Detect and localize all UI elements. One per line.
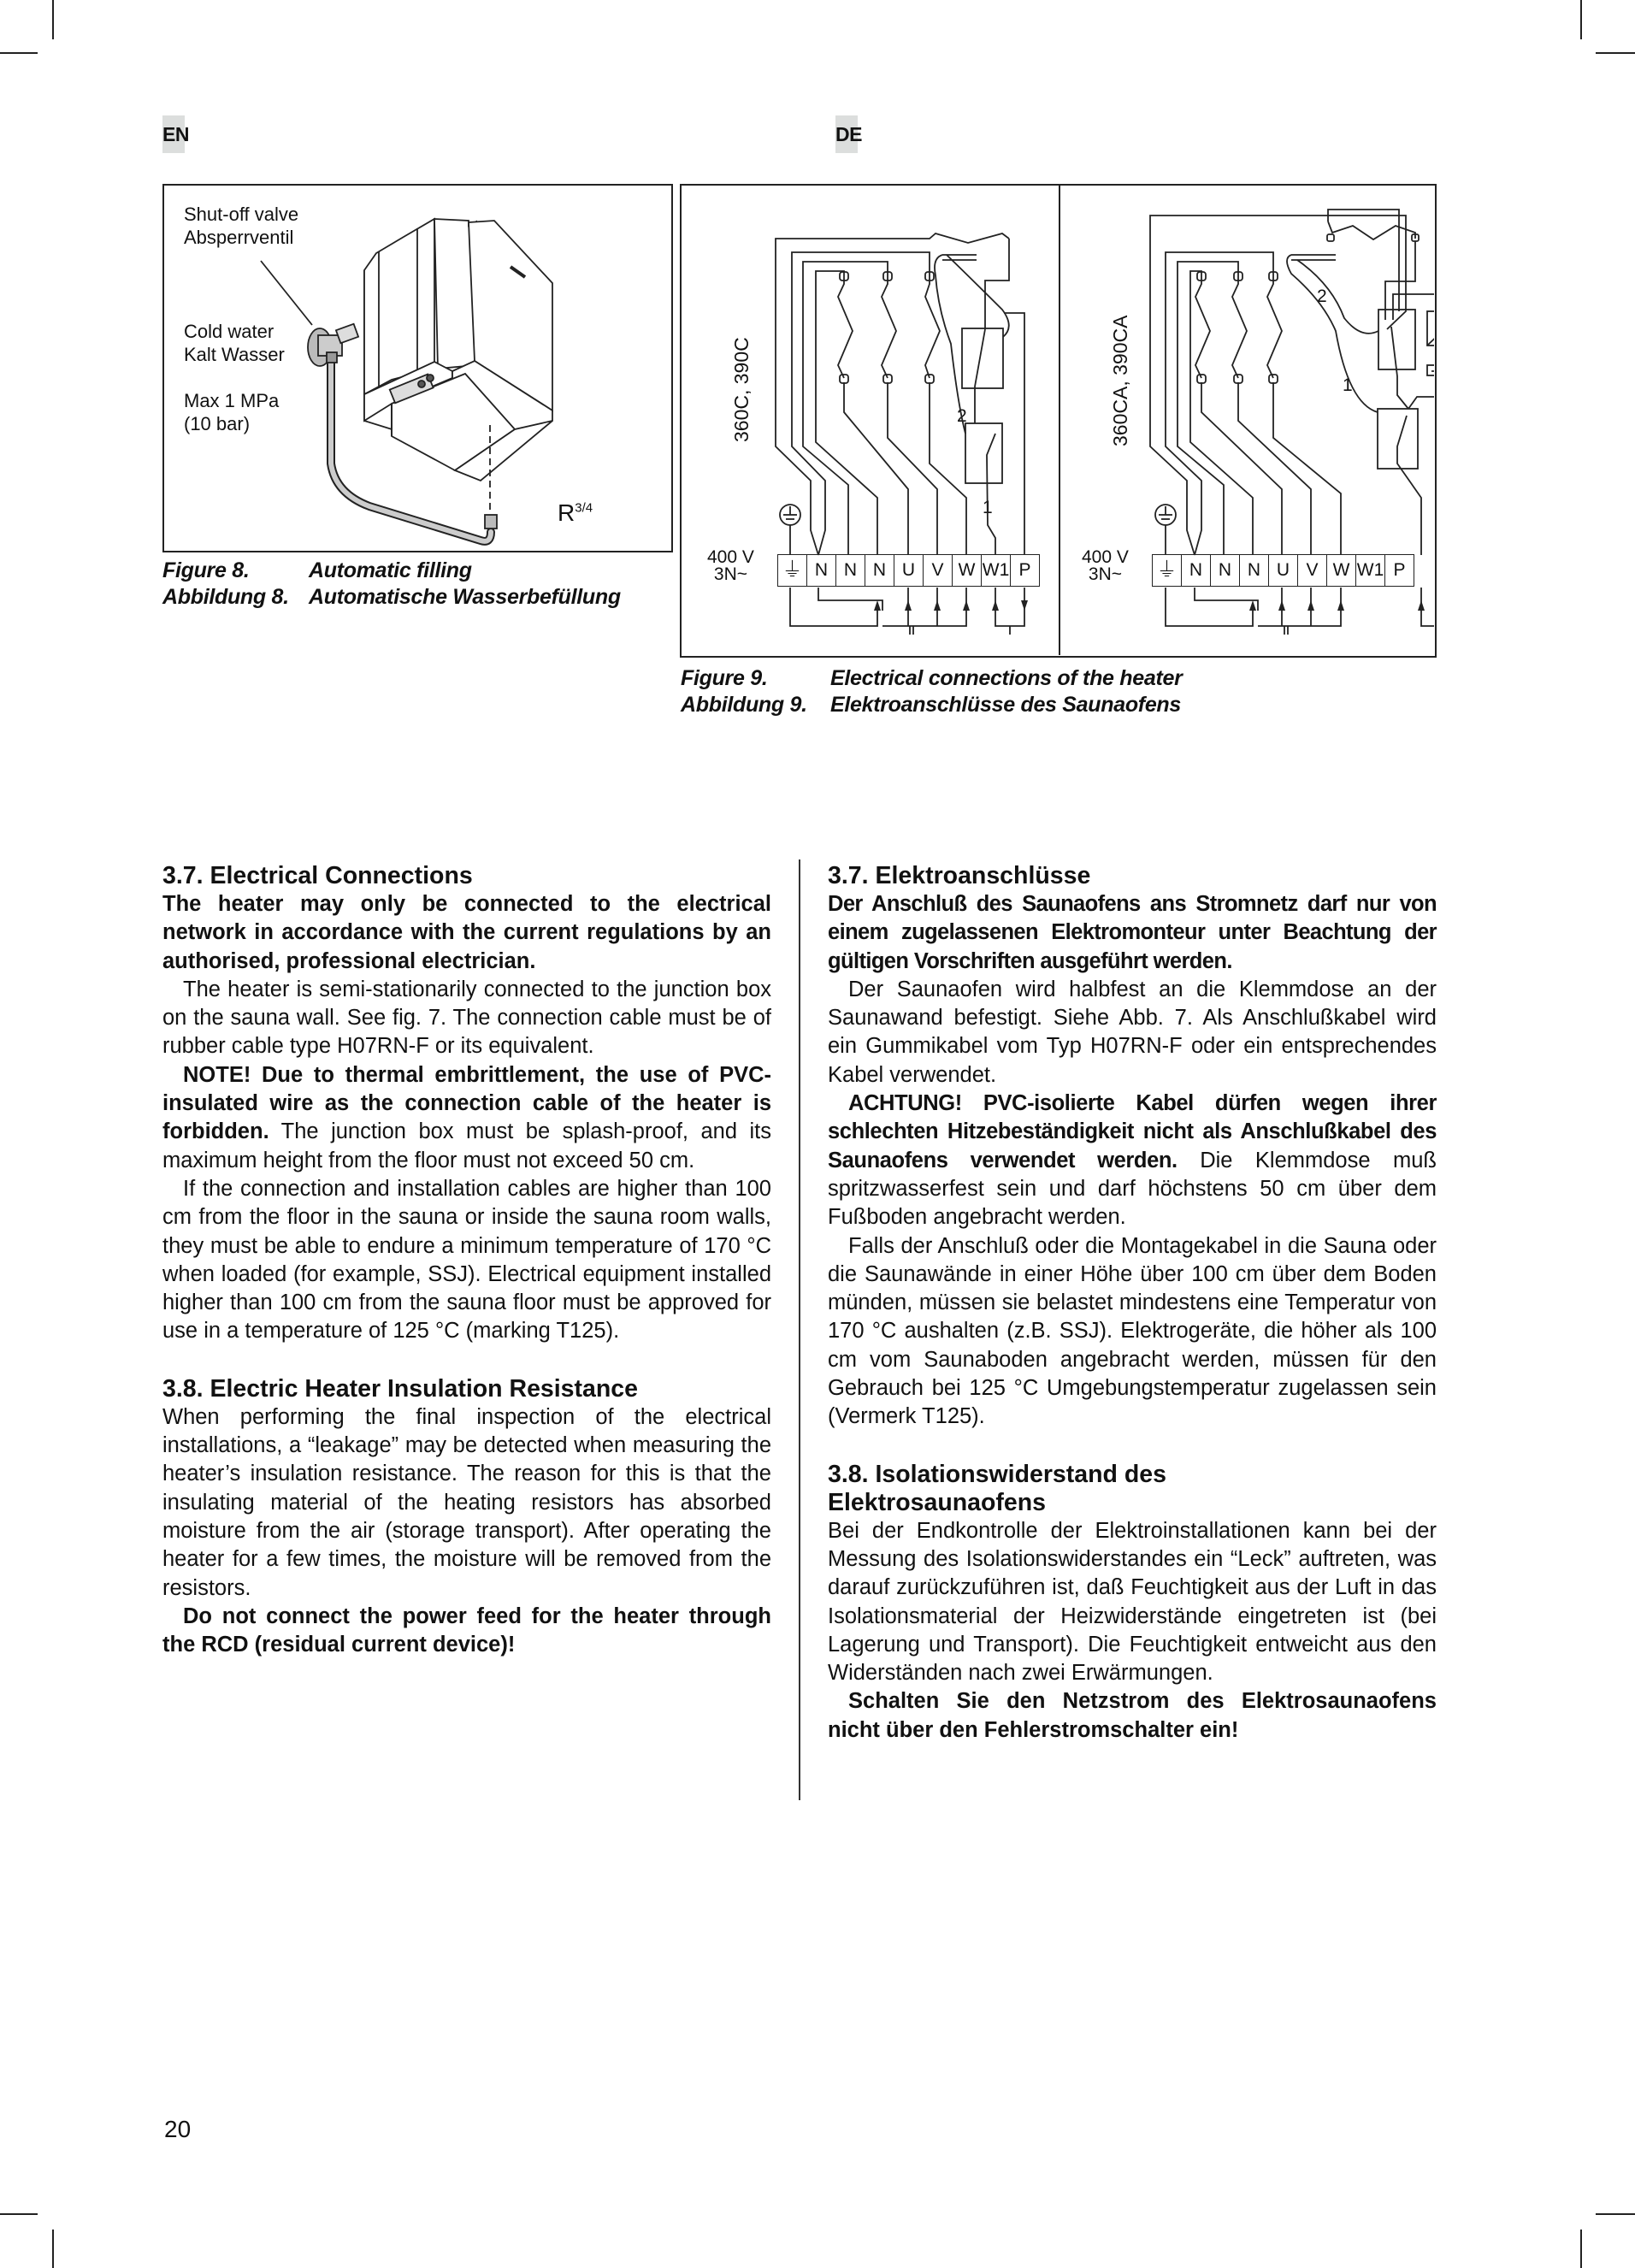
figure-9-left-supply-label: 400 V 3N~ — [707, 547, 754, 584]
figure-8-label-pressure: Max 1 MPa (10 bar) — [184, 390, 280, 434]
section-3-7-paragraph-2-de: Der Saunaofen wird halbfest an die Klemmdose an der Saunawand befestigt. Siehe Abb. 7. Als Anschlußkabel wird ein Gummikabel vom Typ H07RN-F oder ein entsprechendes Kabel verwendet. — [828, 977, 1437, 1087]
switch-label-1-left: 1 — [983, 498, 993, 517]
terminal-p: P — [1018, 560, 1031, 580]
section-3-8-warning-en: Do not connect the power feed for the heater through the RCD (residual current device)! — [162, 1604, 771, 1657]
crop-mark-top-left-v — [52, 0, 54, 39]
figure-9-right-supply-label: 400 V 3N~ — [1082, 547, 1129, 584]
figure-8-caption: Figure 8. Automatic filling Abbildung 8. Automatische Wasserbefüllung — [162, 558, 621, 609]
terminal-w1: W1 — [982, 555, 1011, 586]
figure-8-thread-label: $R^{3/4}$ — [558, 499, 593, 526]
crop-mark-bottom-right-h — [1596, 2213, 1635, 2215]
section-3-8-heading-de: 3.8. Isolationswiderstand des Elektrosaunaofens — [828, 1460, 1166, 1516]
section-3-7-note-en: NOTE! Due to thermal embrittlement, the use of PVC-insulated wire as the connection cable of the heater is forbidden. The junction box must be splash-proof, and its maximum height from the floor must not exceed 50 cm. — [162, 1062, 771, 1172]
terminal-v: V — [924, 555, 953, 586]
figure-9-frame — [680, 184, 1437, 658]
crop-mark-top-right-h — [1596, 52, 1635, 54]
section-3-7-paragraph-4-en: If the connection and installation cables are higher than 100 cm from the floor in the sauna or inside the sauna room walls, they must be able to endure a minimum temperature of 170 °C when loaded (for example, SSJ). Electrical equipment installed higher than 100 cm from the sauna floor must be approved for use in a temperature of 125 °C (marking T125). — [162, 1176, 771, 1344]
terminal-w: W — [1327, 555, 1356, 586]
crop-mark-bottom-left-h — [0, 2213, 38, 2215]
section-3-7-warning-en: The heater may only be connected to the electrical network in accordance with the current regulations by an authorised, professional electrician. — [162, 892, 771, 973]
wiring-diagram-lines — [682, 186, 1434, 655]
section-3-7-paragraph-4-de: Falls der Anschluß oder die Montagekabel in die Sauna oder die Saunawände in einer Höhe über 100 cm über dem Boden münden, müssen sie belastet mindestens eine Temperatur von 170 °C aushalten (z.B. SSJ). Elektrogeräte, die höher als 100 cm vom Saunaboden angebracht werden, müssen für den Gebrauch bei 125 °C Umgebungstemperatur zugelassen sein (Vermerk T125). — [828, 1233, 1437, 1429]
terminal-n3: N — [865, 555, 894, 586]
page-number: 20 — [164, 2116, 192, 2142]
section-3-8-paragraph-1-en: When performing the final inspection of the electrical installations, a “leakage” may be detected when measuring the heater’s insulation resistance. The reason for this is that the insulating material of the heating resistors has absorbed moisture from the air (storage transport). After operating the heater for a few times, the moisture will be removed from the resistors. — [162, 1404, 771, 1600]
section-3-7-paragraph-2-en: The heater is semi-stationarily connected to the junction box on the sauna wall. See fig. 7. The connection cable must be of rubber cable type H07RN-F or its equivalent. — [162, 977, 771, 1059]
terminal-w1: W1 — [1356, 555, 1385, 586]
switch-label-2-left: 2 — [957, 406, 967, 426]
section-3-8-paragraph-1-de: Bei der Endkontrolle der Elektroinstallationen kann bei der Messung des Isolationswiderstandes ein “Leck” auftreten, was darauf zurückzuführen ist, daß Feuchtigkeit aus der Luft in das Isolationsmaterial der Heizwiderstände eingetreten ist (bei Lagerung und Transport). Die Feuchtigkeit entweicht aus den Widerständen nach zwei Erwärmungen. — [828, 1518, 1437, 1686]
terminal-n2: N — [1211, 555, 1240, 586]
terminal-n1: N — [1182, 555, 1211, 586]
section-3-7-heading-en: 3.7. Electrical Connections — [162, 862, 473, 889]
figure-8-frame — [162, 184, 673, 552]
crop-mark-top-right-v — [1580, 0, 1582, 39]
terminal-n1: N — [807, 555, 836, 586]
switch-label-1-right: 1 — [1343, 375, 1353, 395]
terminal-n3: N — [1240, 555, 1269, 586]
terminal-ground: ⏚ — [778, 555, 807, 586]
section-3-8-warning-de: Schalten Sie den Netzstrom des Elektrosaunaofens nicht über den Fehlerstromschalter ein! — [828, 1689, 1437, 1742]
german-column — [828, 862, 1437, 1745]
column-divider — [799, 859, 800, 1800]
heater-with-water-inlet-illustration — [164, 186, 670, 550]
section-3-8-heading-en: 3.8. Electric Heater Insulation Resistance — [162, 1374, 638, 1403]
language-tag-en: EN — [162, 115, 185, 153]
section-3-7-heading-de: 3.7. Elektroanschlüsse — [828, 862, 1091, 889]
section-3-7-warning-de: Der Anschluß des Saunaofens ans Stromnetz darf nur von einem zugelassenen Elektromonteur unter Beachtung der gültigen Vorschriften ausgeführt werden. — [828, 892, 1437, 973]
terminal-ground: ⏚ — [1153, 555, 1182, 586]
figure-9-right-model-label: 360CA, 390CA — [1109, 315, 1131, 446]
english-column — [162, 862, 771, 1659]
crop-mark-bottom-right-v — [1580, 2230, 1582, 2268]
figure-9-left-model-label: 360C, 390C — [730, 337, 753, 442]
switch-label-2-right: 2 — [1317, 286, 1327, 306]
section-3-7-note-de: ACHTUNG! PVC-isolierte Kabel dürfen wegen ihrer schlechten Hitzebeständigkeit nicht als Anschlußkabel des Saunaofens verwendet werden. Die Klemmdose muß spritzwasserfest sein und darf höchstens 50 cm über dem Fußboden angebracht werden. — [828, 1091, 1437, 1230]
terminal-p: P — [1393, 560, 1406, 580]
terminal-v: V — [1298, 555, 1327, 586]
terminal-u: U — [894, 555, 924, 586]
terminal-u: U — [1269, 555, 1298, 586]
language-tag-de: DE — [835, 115, 858, 153]
figure-8-label-cold-water: Cold water Kalt Wasser — [184, 321, 285, 365]
crop-mark-top-left-h — [0, 52, 38, 54]
crop-mark-bottom-left-v — [52, 2230, 54, 2268]
figure-8-label-valve: Shut-off valve Absperrventil — [184, 204, 299, 248]
figure-9-caption: Figure 9. Electrical connections of the heater Abbildung 9. Elektroanschlüsse des Saunaofens — [681, 666, 1183, 717]
terminal-n2: N — [836, 555, 865, 586]
terminal-w: W — [953, 555, 982, 586]
